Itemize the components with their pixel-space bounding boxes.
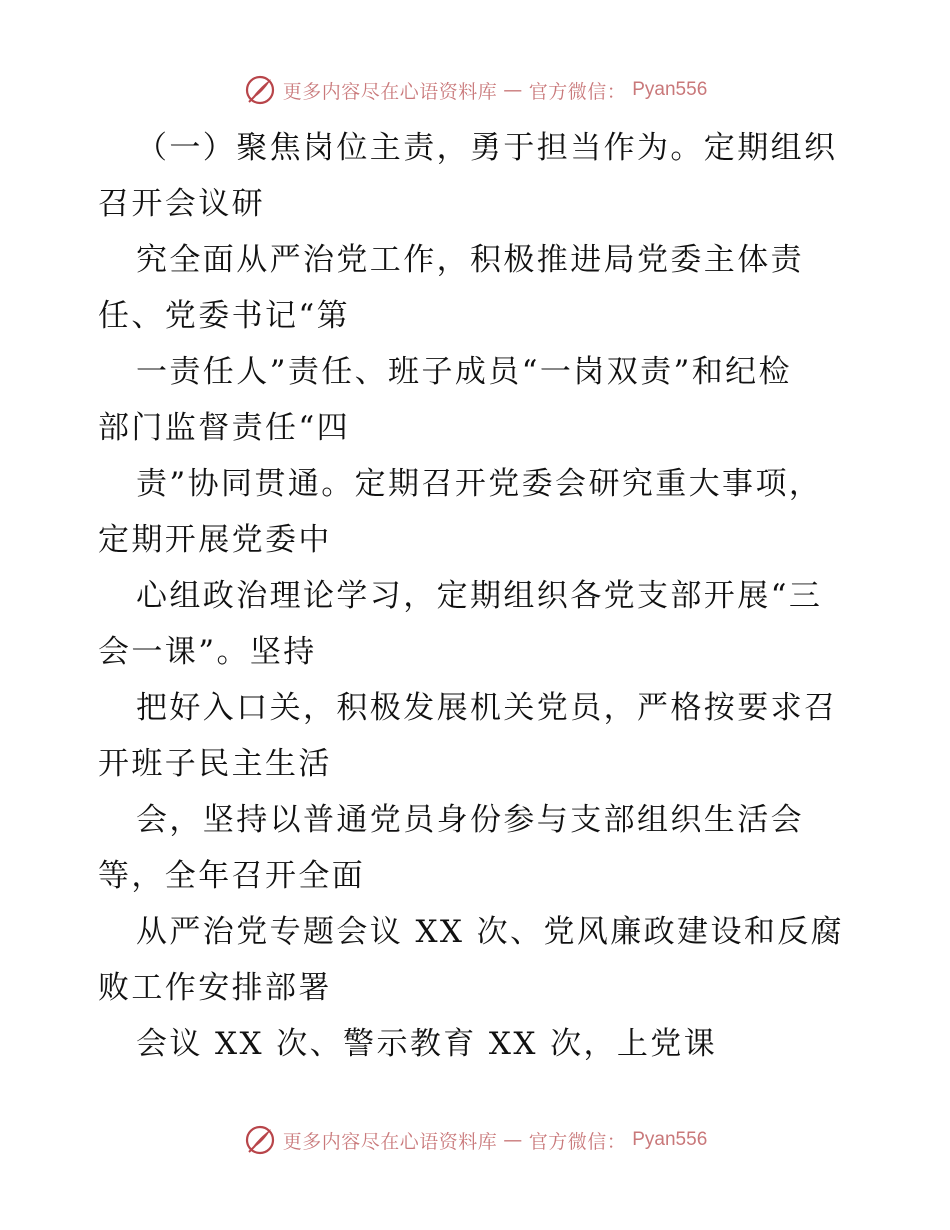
watermark-account-label: 官方微信：	[528, 1130, 627, 1153]
text-line: 从严治党专题会议 XX 次、党风廉政建设和反腐	[136, 914, 845, 950]
document-body	[98, 120, 858, 1072]
feather-pen-logo-icon	[243, 1123, 277, 1157]
watermark-account: Pyan556	[632, 1129, 708, 1150]
text-line: 等，全年召开全面	[98, 858, 366, 894]
watermark-text: 更多内容尽在心语资料库	[282, 80, 498, 103]
text-line: 会议 XX 次、警示教育 XX 次，上党课	[136, 1026, 718, 1062]
watermark-text: 更多内容尽在心语资料库	[282, 1130, 498, 1153]
text-line: 开班子民主生活	[98, 746, 332, 782]
text-line: 任、党委书记“第	[98, 298, 351, 334]
text-line: （一）聚焦岗位主责，勇于担当作为。定期组织	[136, 130, 838, 166]
text-line: 召开会议研	[98, 186, 265, 222]
text-line: 把好入口关，积极发展机关党员，严格按要求召	[136, 690, 838, 726]
text-line: 定期开展党委中	[98, 522, 332, 558]
text-line: 败工作安排部署	[98, 970, 332, 1006]
text-line: 心组政治理论学习，定期组织各党支部开展“三	[136, 578, 823, 614]
watermark-separator: —	[503, 1129, 523, 1151]
watermark-account: Pyan556	[632, 79, 708, 100]
watermark-separator: —	[503, 79, 523, 101]
header-watermark	[0, 70, 950, 110]
text-line: 一责任人”责任、班子成员“一岗双责”和纪检	[136, 354, 792, 390]
text-line: 部门监督责任“四	[98, 410, 351, 446]
footer-watermark	[0, 1120, 950, 1160]
feather-pen-logo-icon	[243, 73, 277, 107]
text-line: 会一课”。坚持	[98, 634, 317, 670]
text-line: 责”协同贯通。定期召开党委会研究重大事项，	[136, 466, 823, 502]
text-line: 究全面从严治党工作，积极推进局党委主体责	[136, 242, 804, 278]
watermark-account-label: 官方微信：	[528, 80, 627, 103]
text-line: 会，坚持以普通党员身份参与支部组织生活会	[136, 802, 804, 838]
